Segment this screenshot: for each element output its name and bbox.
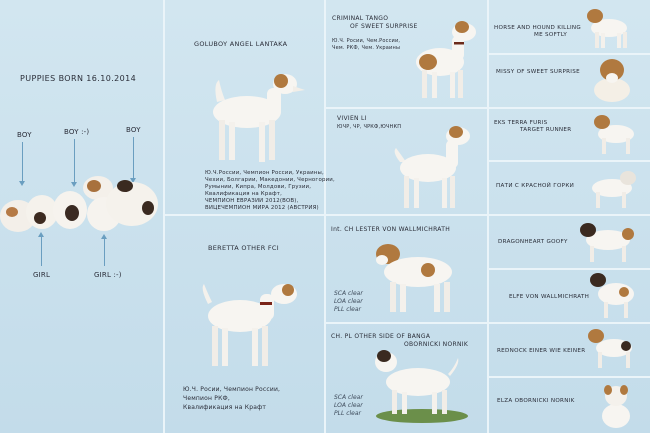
row-divider-ggp7: [489, 376, 650, 378]
health-test: SCA clear: [334, 290, 363, 297]
ancestor-photo: [586, 270, 642, 320]
ancestor-name: DRAGONHEART GOOFY: [498, 239, 568, 245]
puppies-photo: [0, 168, 163, 240]
sire-photo: [195, 70, 315, 170]
row-divider-parents: [165, 214, 324, 216]
health-test: SCA clear: [334, 394, 363, 401]
dam-mother-health: [334, 394, 363, 418]
health-test: PLL clear: [334, 306, 362, 314]
ancestor-photo: [586, 326, 642, 372]
dam-mother-name: CH. PL OTHER SIDE OF BANGA: [331, 333, 431, 340]
ancestor-photo: [578, 218, 644, 264]
sire-title-line: Ю.Ч.России, Чемпион России, Украины,: [205, 170, 324, 176]
sire-mother-name: VIVIEN LI: [337, 115, 367, 122]
sire-father-title-line: Ю.Ч. Росии, Чем.России,: [332, 38, 401, 44]
dam-photo: [194, 276, 309, 372]
sire-father-name: OF SWEET SURPRISE: [350, 23, 418, 30]
ancestor-photo: [590, 56, 634, 104]
row-divider-ggp3: [489, 160, 650, 162]
health-test: PLL clear: [334, 410, 362, 418]
sire-title-line: ЧЕМПИОН ЕВРАЗИИ 2012(BOB),: [205, 198, 299, 204]
dam-title-line: Квалификация на Крафт: [183, 404, 267, 411]
health-test: LOA clear: [334, 298, 363, 306]
sire-title-line: Квалификация на Крафт,: [205, 191, 283, 197]
sire-title-line: Чехии, Болгарии, Македонии, Черногории,: [205, 177, 335, 183]
sire-title-line: ВИЦЕЧЕМПИОН МИРА 2012 (АВСТРИЯ): [205, 205, 319, 211]
ancestor-name: ELFE VON WALLMICHRATH: [509, 294, 590, 300]
sire-title-line: Румынии, Кипра, Молдови, Грузии,: [205, 184, 312, 190]
dam-name: BERETTA OTHER FCI: [208, 244, 279, 252]
dam-mother-name: OBORNICKI NORNIK: [404, 341, 469, 348]
ancestor-name: TARGET RUNNER: [520, 127, 572, 133]
dam-mother-photo: [372, 348, 470, 424]
sire-father-photo: [410, 12, 486, 102]
boy-label-left: BOY: [17, 131, 32, 139]
health-test: LOA clear: [334, 402, 363, 410]
arrow-girl-left: [41, 236, 42, 266]
column-divider-2: [324, 0, 326, 433]
ancestor-name: ПАТИ С КРАСНОЙ ГОРКИ: [496, 183, 575, 189]
row-divider-gp3: [326, 322, 487, 324]
sire-father-name: CRIMINAL TANGO: [332, 15, 389, 22]
ancestor-name: MISSY OF SWEET SURPRISE: [496, 69, 580, 75]
girl-label-right: GIRL :-): [94, 271, 122, 279]
row-divider-ggp6: [489, 322, 650, 324]
sire-father-title-line: Чем. РКФ, Чем. Украины: [332, 45, 401, 51]
column-divider-1: [163, 0, 165, 433]
row-divider-gp2: [326, 214, 487, 216]
dam-title-line: Ю.Ч. Росии, Чемпион России,: [183, 386, 281, 393]
litter-title: PUPPIES BORN 16.10.2014: [20, 74, 137, 83]
girl-label-left: GIRL: [33, 271, 51, 279]
dam-father-name: Int. CH LESTER VON WALLMICHRATH: [331, 226, 451, 233]
ancestor-photo: [596, 382, 636, 430]
ancestor-photo: [585, 6, 641, 50]
boy-label-middle: BOY :-): [64, 128, 90, 136]
sire-mother-title-line: ЮЧР, ЧР, ЧРКФ,ЮЧНКП: [337, 124, 402, 130]
ancestor-photo: [584, 166, 640, 210]
sire-mother-photo: [390, 122, 482, 212]
ancestor-photo: [590, 112, 644, 156]
column-divider-3: [487, 0, 489, 433]
dam-father-health: [334, 290, 363, 314]
arrow-girl-right: [104, 238, 105, 266]
ancestor-name: HORSE AND HOUND KILLING: [494, 25, 582, 31]
ancestor-name: ELZA OBORNICKI NORNIK: [497, 398, 575, 404]
ancestor-name: ME SOFTLY: [534, 32, 568, 38]
boy-label-right: BOY: [126, 126, 141, 134]
row-divider-ggp4: [489, 214, 650, 216]
dam-title-line: Чемпион РКФ,: [183, 395, 231, 402]
row-divider-ggp2: [489, 107, 650, 109]
sire-name: GOLUBOY ANGEL LANTAKA: [194, 40, 288, 48]
ancestor-name: REDNOCK EINER WIE KEINER: [497, 348, 586, 354]
ancestor-name: EKS TERRA FURIS: [494, 120, 548, 126]
dam-father-photo: [372, 238, 468, 316]
row-divider-gp1: [326, 107, 487, 109]
row-divider-ggp1: [489, 53, 650, 55]
